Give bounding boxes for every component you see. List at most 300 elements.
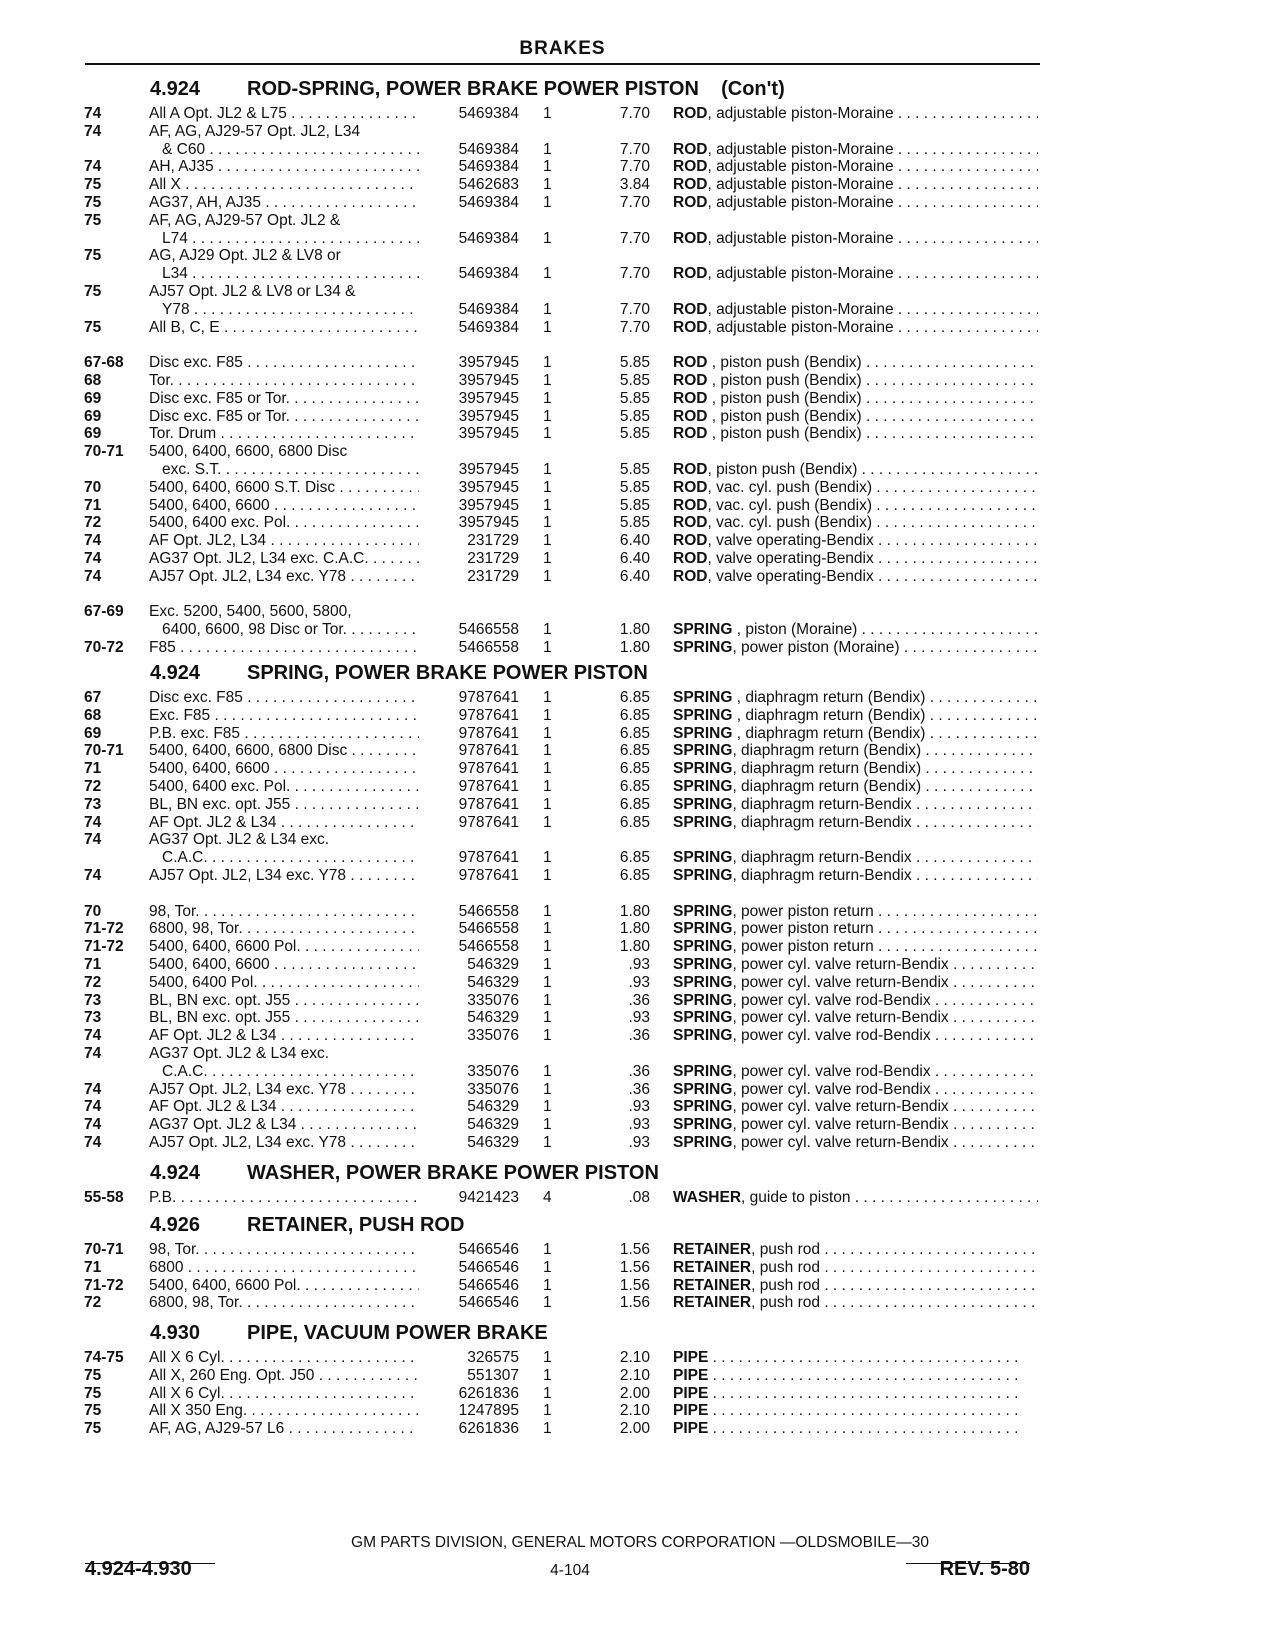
part-number: 231729 [467, 532, 519, 550]
quantity: 1 [543, 158, 552, 176]
application-description: 6800, 98, Tor. . . . [149, 1294, 419, 1312]
table-row [0, 938, 1280, 956]
part-number: 3957945 [458, 354, 519, 372]
part-number: 5469384 [458, 194, 519, 211]
part-name [673, 514, 1038, 532]
section-group-number: 4.926 [150, 1214, 201, 1236]
part-number: 9787641 [458, 724, 519, 742]
part-name [673, 725, 1038, 743]
part-name-keyword: SPRING [673, 706, 733, 724]
model-year: 75 [84, 318, 102, 336]
part-name-detail: , diaphragm return (Bendix) [732, 706, 926, 724]
part-name [673, 938, 1038, 956]
application-description: AF Opt. JL2 & L34 . . . [149, 1027, 419, 1045]
model-year: 75 [84, 283, 102, 300]
table-row [0, 1027, 1280, 1045]
page-header-title: BRAKES [519, 38, 606, 59]
model-year: 74 [84, 122, 102, 140]
price: 7.70 [619, 158, 650, 176]
part-name [673, 742, 1038, 760]
table-row [0, 903, 1280, 921]
model-year: 68 [84, 706, 102, 724]
part-name-keyword: ROD [673, 158, 708, 176]
part-name-detail: , power cyl. valve return-Bendix [732, 956, 949, 973]
quantity: 1 [543, 176, 552, 194]
part-name-detail: , piston push (Bendix) [707, 461, 858, 478]
table-row [0, 796, 1280, 814]
table-row [0, 479, 1280, 497]
part-name-detail: , diaphragm return (Bendix) [732, 724, 926, 742]
part-number: 3957945 [458, 425, 519, 443]
model-year: 74 [84, 831, 102, 849]
part-name-keyword: ROD [673, 478, 708, 496]
part-number: 9787641 [458, 813, 519, 831]
part-number: 9421423 [458, 1189, 519, 1206]
application-description: Disc exc. F85 or Tor. . . . [149, 408, 419, 426]
part-name [673, 707, 1038, 725]
part-name [673, 1063, 1038, 1081]
application-description: BL, BN exc. opt. J55 . . . [149, 796, 419, 814]
quantity: 1 [543, 1062, 552, 1080]
part-number: 5469384 [458, 318, 519, 336]
part-number: 546329 [467, 973, 519, 991]
part-name-keyword: SPRING [673, 920, 733, 938]
part-name-keyword: RETAINER [673, 1258, 752, 1276]
part-number: 3957945 [458, 514, 519, 532]
table-row [0, 408, 1280, 426]
section-heading [150, 662, 648, 685]
quantity: 1 [543, 1258, 552, 1276]
part-name-detail: , diaphragm return-Bendix [732, 849, 912, 867]
quantity: 1 [543, 973, 552, 991]
part-number: 5466558 [458, 639, 519, 656]
part-name [673, 920, 1038, 938]
table-row [0, 354, 1280, 372]
model-year: 70 [84, 478, 102, 496]
part-name-detail: , power cyl. valve rod-Bendix [732, 991, 931, 1009]
table-row [0, 230, 1280, 248]
part-name [673, 568, 1038, 586]
part-name [673, 1241, 1038, 1259]
table-row [0, 1367, 1280, 1385]
quantity: 1 [543, 956, 552, 973]
part-name [673, 1259, 1038, 1277]
application-description: AF Opt. JL2 & L34 . . . [149, 814, 419, 832]
model-year: 74 [84, 158, 102, 176]
part-name-keyword: SPRING [673, 938, 733, 956]
model-year: 75 [84, 194, 102, 211]
quantity: 1 [543, 1276, 552, 1294]
part-name-keyword: SPRING [673, 956, 733, 973]
footer-group-range: 4.924-4.930 [85, 1558, 192, 1580]
model-year: 70 [84, 902, 102, 920]
application-description: 98, Tor. . . . [149, 1241, 419, 1259]
part-name [673, 1402, 1038, 1420]
table-row [0, 319, 1280, 337]
table-row [0, 725, 1280, 743]
part-name-detail: , power cyl. valve rod-Bendix [732, 1027, 931, 1045]
application-description: 5400, 6400, 6600 . . . [149, 760, 419, 778]
application-description: 5400, 6400, 6600, 6800 Disc [149, 443, 348, 461]
part-number: 5466546 [458, 1241, 519, 1258]
part-name-keyword: RETAINER [673, 1294, 752, 1312]
table-row [0, 1294, 1280, 1312]
quantity: 1 [543, 724, 552, 742]
table-row [0, 265, 1280, 283]
part-number: 1247895 [458, 1402, 519, 1420]
quantity: 1 [543, 194, 552, 211]
application-description: F85 . . . [149, 639, 419, 657]
application-description: 6400, 6600, 98 Disc or Tor. . . . [162, 621, 419, 639]
part-name-detail: , valve operating-Bendix [707, 567, 874, 585]
quantity: 1 [543, 760, 552, 778]
application-description: All X 6 Cyl. . . . [149, 1385, 419, 1403]
part-name-detail: , power piston return [732, 938, 874, 956]
price: 5.85 [619, 461, 650, 478]
application-description: 5400, 6400 Pol. . . . [149, 974, 419, 992]
model-year: 71-72 [84, 1276, 124, 1294]
table-row [0, 867, 1280, 885]
model-year: 69 [84, 425, 102, 443]
part-name-keyword: SPRING [673, 639, 733, 656]
price: 5.85 [619, 496, 650, 514]
table-row [0, 1277, 1280, 1295]
part-name-detail: , adjustable piston-Moraine [707, 229, 894, 247]
part-name-detail: , power cyl. valve return-Bendix [732, 973, 949, 991]
table-row [0, 443, 1280, 461]
table-row [0, 760, 1280, 778]
part-number: 546329 [467, 956, 519, 973]
price: 5.85 [619, 354, 650, 372]
part-name-keyword: ROD [673, 140, 708, 158]
application-description: 5400, 6400, 6600, 6800 Disc . . . [149, 742, 419, 760]
model-year: 74 [84, 1045, 102, 1062]
section-group-number: 4.924 [150, 78, 201, 100]
part-name-keyword: ROD [673, 461, 708, 478]
table-row [0, 742, 1280, 760]
application-description: Exc. F85 . . . [149, 707, 419, 725]
model-year: 70-71 [84, 1241, 124, 1258]
quantity: 1 [543, 461, 552, 478]
table-row [0, 689, 1280, 707]
part-number: 9787641 [458, 795, 519, 813]
model-year: 75 [84, 1420, 102, 1438]
price: 1.80 [619, 621, 650, 639]
application-description: Tor. . . . [149, 372, 419, 390]
application-description: 5400, 6400, 6600 . . . [149, 497, 419, 515]
part-name [673, 479, 1038, 497]
price: 6.85 [619, 778, 650, 795]
price: 2.00 [619, 1384, 650, 1402]
price: 2.10 [619, 1366, 650, 1384]
section-heading [150, 1162, 659, 1185]
part-name-detail: , piston push (Bendix) [707, 354, 862, 372]
part-name [673, 354, 1038, 372]
price: 7.70 [619, 300, 650, 318]
model-year: 71 [84, 956, 102, 973]
part-name [673, 867, 1038, 885]
part-name-keyword: ROD [673, 496, 708, 514]
part-number: 5466546 [458, 1276, 519, 1294]
model-year: 55-58 [84, 1189, 124, 1206]
price: 6.40 [619, 532, 650, 550]
application-description: 5400, 6400, 6600 . . . [149, 956, 419, 974]
part-name-detail: , adjustable piston-Moraine [707, 158, 894, 176]
price: 5.85 [619, 514, 650, 532]
table-row [0, 1116, 1280, 1134]
part-number: 5466558 [458, 902, 519, 920]
model-year: 74 [84, 1027, 102, 1045]
part-name [673, 1081, 1038, 1099]
table-row [0, 301, 1280, 319]
part-name-detail: , push rod [751, 1276, 821, 1294]
part-name-keyword: SPRING [673, 795, 733, 813]
part-number: 9787641 [458, 742, 519, 760]
part-name-detail: , diaphragm return-Bendix [732, 795, 912, 813]
price: 7.70 [619, 318, 650, 336]
part-name-detail: , power cyl. valve return-Bendix [732, 1134, 949, 1151]
application-description: L34 . . . [162, 265, 419, 283]
part-number: 5469384 [458, 140, 519, 158]
quantity: 1 [543, 849, 552, 867]
part-name-keyword: SPRING [673, 1062, 733, 1080]
table-row [0, 372, 1280, 390]
part-name [673, 105, 1038, 123]
application-description: exc. S.T. . . . [162, 461, 419, 479]
quantity: 1 [543, 496, 552, 514]
application-description: AJ57 Opt. JL2 & LV8 or L34 & [149, 283, 356, 300]
part-name-keyword: PIPE [673, 1402, 709, 1420]
application-description: Disc exc. F85 . . . [149, 689, 419, 707]
price: 2.10 [619, 1402, 650, 1420]
application-description: AG, AJ29 Opt. JL2 & LV8 or [149, 247, 341, 265]
part-number: 5469384 [458, 158, 519, 176]
part-name-keyword: WASHER [673, 1189, 742, 1206]
part-name-keyword: ROD [673, 229, 708, 247]
price: 1.80 [619, 639, 650, 656]
price: 7.70 [619, 194, 650, 211]
part-name-detail: , diaphragm return (Bendix) [732, 778, 922, 795]
table-row [0, 497, 1280, 515]
part-name-keyword: SPRING [673, 902, 733, 920]
part-name [673, 141, 1038, 159]
quantity: 1 [543, 229, 552, 247]
quantity: 1 [543, 478, 552, 496]
footer-publisher: GM PARTS DIVISION, GENERAL MOTORS CORPORATION —OLDSMOBILE—30 [351, 1534, 929, 1551]
price: 6.85 [619, 867, 650, 884]
part-name-keyword: SPRING [673, 973, 733, 991]
part-name-detail: , adjustable piston-Moraine [707, 318, 894, 336]
application-description: 6800, 98, Tor. . . . [149, 920, 419, 938]
quantity: 1 [543, 1116, 552, 1134]
model-year: 68 [84, 372, 102, 389]
model-year: 74 [84, 532, 102, 550]
quantity: 1 [543, 372, 552, 389]
part-name-detail: , push rod [751, 1294, 821, 1312]
part-number: 231729 [467, 567, 519, 585]
part-number: 231729 [467, 550, 519, 567]
quantity: 1 [543, 532, 552, 550]
table-row [0, 461, 1280, 479]
table-row [0, 568, 1280, 586]
part-name-keyword: ROD [673, 318, 708, 336]
quantity: 1 [543, 550, 552, 567]
model-year: 70-71 [84, 742, 124, 760]
part-number: 335076 [467, 1027, 519, 1045]
part-name-keyword: SPRING [673, 1080, 733, 1098]
table-row [0, 550, 1280, 568]
part-name-detail: , adjustable piston-Moraine [707, 265, 894, 283]
part-name [673, 1385, 1038, 1403]
application-description: AG37, AH, AJ35 . . . [149, 194, 419, 212]
application-description: BL, BN exc. opt. J55 . . . [149, 992, 419, 1010]
table-row [0, 707, 1280, 725]
part-name [673, 903, 1038, 921]
part-name-keyword: SPRING [673, 778, 733, 795]
price: 1.56 [619, 1276, 650, 1294]
part-name-detail: , valve operating-Bendix [707, 550, 874, 567]
part-number: 5466558 [458, 938, 519, 956]
price: 1.56 [619, 1258, 650, 1276]
price: .93 [628, 1116, 650, 1134]
part-name-detail: , diaphragm return-Bendix [732, 867, 912, 884]
application-description: 5400, 6400, 6600 Pol. . . . [149, 1277, 419, 1295]
application-description: All B, C, E . . . [149, 319, 419, 337]
part-name [673, 390, 1038, 408]
part-name [673, 1189, 1038, 1207]
price: 5.85 [619, 478, 650, 496]
application-description: 5400, 6400, 6600 Pol. . . . [149, 938, 419, 956]
application-description: AJ57 Opt. JL2, L34 exc. Y78 . . . [149, 1081, 419, 1099]
application-description: P.B. exc. F85 . . . [149, 725, 419, 743]
part-number: 3957945 [458, 389, 519, 407]
application-description: AF Opt. JL2 & L34 . . . [149, 1098, 419, 1116]
model-year: 72 [84, 514, 102, 532]
part-name-keyword: ROD [673, 567, 708, 585]
part-name-detail: , push rod [751, 1241, 821, 1258]
quantity: 1 [543, 1134, 552, 1151]
quantity: 1 [543, 621, 552, 639]
price: 5.85 [619, 407, 650, 425]
table-row [0, 390, 1280, 408]
model-year: 75 [84, 1384, 102, 1402]
price: 3.84 [619, 176, 650, 194]
part-name [673, 319, 1038, 337]
price: .93 [628, 1134, 650, 1151]
model-year: 69 [84, 389, 102, 407]
part-name [673, 1027, 1038, 1045]
part-name-detail: , adjustable piston-Moraine [707, 194, 894, 211]
price: 7.70 [619, 265, 650, 283]
part-name [673, 497, 1038, 515]
model-year: 71 [84, 760, 102, 778]
part-name [673, 461, 1038, 479]
quantity: 1 [543, 389, 552, 407]
application-description: AF Opt. JL2, L34 . . . [149, 532, 419, 550]
part-name-detail: , diaphragm return (Bendix) [732, 760, 922, 778]
part-name-detail: , power piston (Moraine) [732, 639, 900, 656]
model-year: 74 [84, 1098, 102, 1116]
part-number: 5469384 [458, 300, 519, 318]
part-name-detail: , vac. cyl. push (Bendix) [707, 514, 872, 532]
part-number: 326575 [467, 1349, 519, 1366]
part-number: 9787641 [458, 689, 519, 706]
application-description: Exc. 5200, 5400, 5600, 5800, [149, 603, 352, 621]
part-number: 5462683 [458, 176, 519, 194]
part-name-keyword: SPRING [673, 689, 733, 706]
section-heading [150, 1322, 548, 1345]
section-group-number: 4.924 [150, 662, 201, 684]
part-number: 5466546 [458, 1294, 519, 1312]
table-row [0, 814, 1280, 832]
price: 6.85 [619, 795, 650, 813]
part-name-keyword: SPRING [673, 742, 733, 760]
section-heading [150, 78, 785, 101]
part-name [673, 158, 1038, 176]
table-row [0, 831, 1280, 849]
model-year: 75 [84, 1366, 102, 1384]
part-name-keyword: ROD [673, 550, 708, 567]
part-number: 546329 [467, 1009, 519, 1027]
model-year: 70-72 [84, 639, 124, 656]
model-year: 71 [84, 496, 102, 514]
table-row [0, 194, 1280, 212]
part-name-detail: , adjustable piston-Moraine [707, 176, 894, 194]
application-description: AH, AJ35 . . . [149, 158, 419, 176]
application-description: Tor. Drum . . . [149, 425, 419, 443]
price: .93 [628, 973, 650, 991]
price: 1.80 [619, 902, 650, 920]
section-title: RETAINER, PUSH ROD [247, 1214, 465, 1236]
part-number: 3957945 [458, 461, 519, 478]
part-name-detail: , vac. cyl. push (Bendix) [707, 478, 872, 496]
table-row [0, 1420, 1280, 1438]
part-name [673, 689, 1038, 707]
part-number: 9787641 [458, 867, 519, 884]
part-name-keyword: RETAINER [673, 1241, 752, 1258]
part-name-keyword: ROD [673, 176, 708, 194]
part-name-keyword: SPRING [673, 1009, 733, 1027]
part-number: 9787641 [458, 778, 519, 795]
model-year: 75 [84, 176, 102, 194]
table-row [0, 1063, 1280, 1081]
part-number: 3957945 [458, 372, 519, 389]
part-name [673, 1367, 1038, 1385]
price: 7.70 [619, 229, 650, 247]
price: 5.85 [619, 425, 650, 443]
model-year: 74 [84, 1116, 102, 1134]
part-number: 551307 [467, 1366, 519, 1384]
quantity: 1 [543, 425, 552, 443]
table-row [0, 603, 1280, 621]
part-name-detail: , power piston return [732, 902, 874, 920]
model-year: 74 [84, 550, 102, 567]
application-description: BL, BN exc. opt. J55 . . . [149, 1009, 419, 1027]
application-description: AF, AG, AJ29-57 Opt. JL2 & [149, 211, 341, 229]
part-name [673, 760, 1038, 778]
price: .36 [628, 991, 650, 1009]
application-description: All X 350 Eng. . . . [149, 1402, 419, 1420]
price: 6.85 [619, 742, 650, 760]
part-name-detail: , diaphragm return (Bendix) [732, 689, 926, 706]
model-year: 67 [84, 689, 102, 706]
part-name [673, 778, 1038, 796]
part-name-detail: , adjustable piston-Moraine [707, 300, 894, 318]
part-number: 5466546 [458, 1258, 519, 1276]
part-name-keyword: SPRING [673, 991, 733, 1009]
quantity: 4 [543, 1189, 552, 1206]
part-name-keyword: SPRING [673, 1027, 733, 1045]
